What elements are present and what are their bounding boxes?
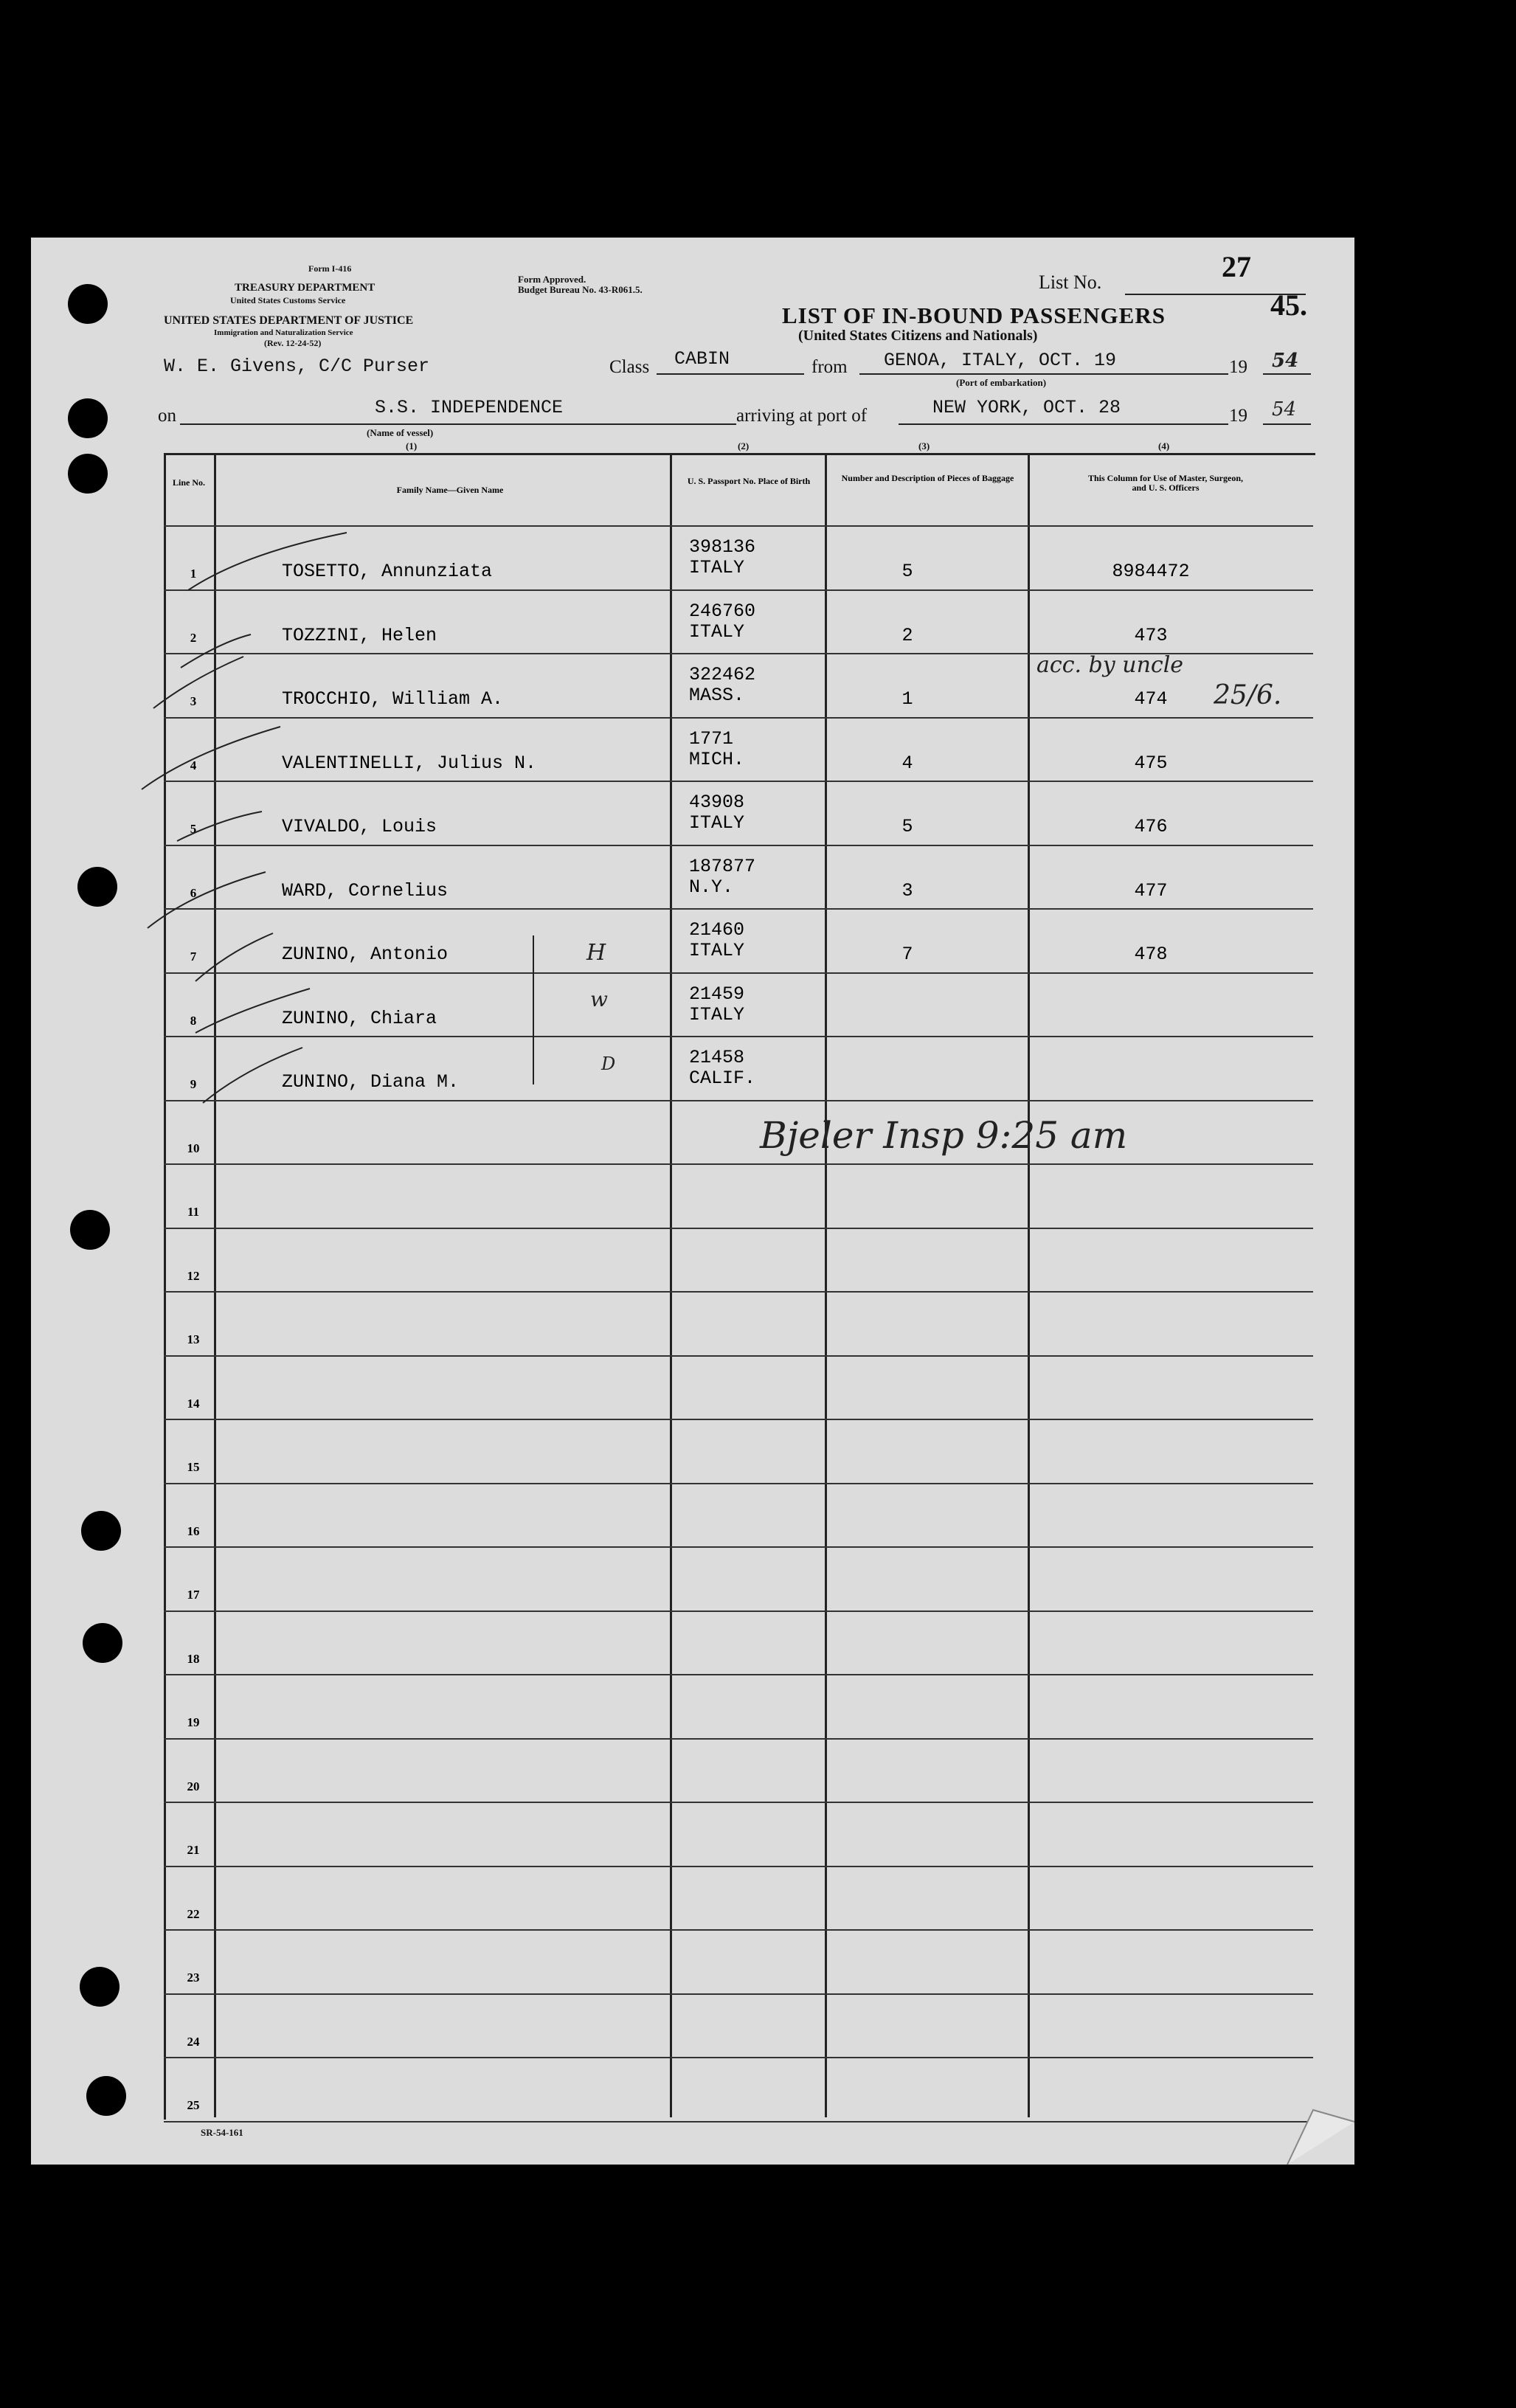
line-number: 8 xyxy=(190,1013,197,1028)
line-number: 5 xyxy=(190,822,197,836)
vessel-label: (Name of vessel) xyxy=(367,427,434,438)
birth-place: ITALY xyxy=(689,812,745,834)
revision-date: (Rev. 12-24-52) xyxy=(264,338,322,348)
col-officers: This Column for Use of Master, Surgeon, and U. S. Officers xyxy=(1087,473,1243,493)
passenger-name: ZUNINO, Antonio xyxy=(282,944,449,965)
port-embark-label: (Port of embarkation) xyxy=(956,377,1047,388)
passport-number: 187877 xyxy=(689,855,756,877)
line-number: 17 xyxy=(187,1588,200,1602)
line-number: 1 xyxy=(190,567,197,581)
year-embark: 54 xyxy=(1272,350,1299,372)
page-number: 45. xyxy=(1270,288,1307,322)
passenger-name: TROCCHIO, William A. xyxy=(282,688,504,710)
passenger-name: ZUNINO, Diana M. xyxy=(282,1071,460,1093)
year-prefix: 19 xyxy=(1229,357,1247,377)
line-number: 11 xyxy=(187,1205,200,1219)
birth-place: ITALY xyxy=(689,1003,745,1025)
handwritten-code: 25/6. xyxy=(1214,680,1282,710)
line-number: 10 xyxy=(187,1141,200,1155)
col-line-no: Line No. xyxy=(172,477,205,488)
line-number: 24 xyxy=(187,2034,200,2049)
page-curl xyxy=(1284,2103,1357,2169)
passport-number: 1771 xyxy=(689,727,734,750)
line-number: 23 xyxy=(187,1971,200,1985)
line-number: 25 xyxy=(187,2098,200,2112)
birth-place: ITALY xyxy=(689,620,745,643)
page-subtitle: (United States Citizens and Nationals) xyxy=(798,328,1038,344)
line-number: 20 xyxy=(187,1779,200,1793)
passport-number: 322462 xyxy=(689,664,756,685)
budget-bureau: Budget Bureau No. 43-R061.5. xyxy=(518,284,643,295)
passport-number: 43908 xyxy=(689,792,745,813)
year-arrival: 54 xyxy=(1272,398,1297,421)
line-number: 16 xyxy=(187,1523,200,1538)
line-number: 19 xyxy=(187,1715,200,1729)
purser: W. E. Givens, C/C Purser xyxy=(164,356,430,377)
passenger-name: ZUNINO, Chiara xyxy=(282,1007,437,1029)
birth-place: N.Y. xyxy=(689,876,734,898)
form-approved: Form Approved. xyxy=(518,274,586,285)
col-baggage: Number and Description of Pieces of Baggage xyxy=(841,473,1014,483)
officer-entry: 474 xyxy=(1134,688,1168,710)
baggage-count: 3 xyxy=(901,879,913,902)
passport-number: 21458 xyxy=(689,1047,745,1068)
officer-entry: 476 xyxy=(1134,816,1168,837)
from-value: GENOA, ITALY, OCT. 19 xyxy=(884,350,1117,371)
year-prefix-2: 19 xyxy=(1229,406,1247,426)
officer-entry: 477 xyxy=(1134,879,1168,902)
from-label: from xyxy=(811,357,848,377)
arriving-value: NEW YORK, OCT. 28 xyxy=(932,397,1121,418)
passport-number: 21459 xyxy=(689,983,745,1005)
officer-entry: 473 xyxy=(1134,624,1168,646)
col3-num: (3) xyxy=(918,440,930,452)
baggage-count: 7 xyxy=(901,944,913,965)
passenger-name: WARD, Cornelius xyxy=(282,879,449,902)
class-value: CABIN xyxy=(674,348,730,370)
birth-place: CALIF. xyxy=(689,1068,756,1089)
col2-num: (2) xyxy=(738,440,750,452)
page-title: LIST OF IN-BOUND PASSENGERS xyxy=(782,302,1166,328)
form-number: Form I-416 xyxy=(308,263,352,274)
birth-place: ITALY xyxy=(689,557,745,578)
arriving-label: arriving at port of xyxy=(736,406,868,426)
baggage-count: 1 xyxy=(901,688,913,710)
line-number: 12 xyxy=(187,1268,200,1283)
officer-entry: 478 xyxy=(1134,944,1168,965)
handwritten-w: w xyxy=(590,987,608,1011)
line-number: 14 xyxy=(187,1396,200,1411)
col4-num: (4) xyxy=(1158,440,1170,452)
officer-entry: 475 xyxy=(1134,752,1168,774)
line-number: 22 xyxy=(187,1906,200,1921)
passenger-name: VALENTINELLI, Julius N. xyxy=(282,752,537,774)
vessel-name: S.S. INDEPENDENCE xyxy=(375,397,564,418)
list-number: 27 xyxy=(1222,250,1251,283)
immigration-service: Immigration and Naturalization Service xyxy=(214,328,353,337)
line-number: 7 xyxy=(190,949,197,963)
footer-code: SR-54-161 xyxy=(201,2127,243,2138)
baggage-count: 2 xyxy=(901,624,913,646)
baggage-count: 4 xyxy=(901,752,913,774)
line-number: 9 xyxy=(190,1077,197,1091)
birth-place: MICH. xyxy=(689,748,745,770)
passport-number: 398136 xyxy=(689,536,756,558)
line-number: 13 xyxy=(187,1332,200,1346)
officer-entry: 8984472 xyxy=(1112,561,1190,582)
passport-number: 246760 xyxy=(689,600,756,622)
handwritten-d: D xyxy=(601,1054,616,1074)
passenger-name: TOZZINI, Helen xyxy=(282,624,437,646)
line-number: 18 xyxy=(187,1651,200,1666)
line-number: 15 xyxy=(187,1460,200,1474)
line-number: 21 xyxy=(187,1843,200,1857)
line-number: 2 xyxy=(190,630,197,645)
col1-num: (1) xyxy=(406,440,418,452)
birth-place: ITALY xyxy=(689,940,745,961)
handwritten-h: H xyxy=(586,940,606,966)
passport-number: 21460 xyxy=(689,919,745,941)
justice-department: UNITED STATES DEPARTMENT OF JUSTICE xyxy=(164,314,414,327)
line-number: 4 xyxy=(190,758,197,772)
baggage-count: 5 xyxy=(901,816,913,837)
class-label: Class xyxy=(609,357,650,377)
line-number: 3 xyxy=(190,694,197,708)
on-label: on xyxy=(158,406,176,426)
handwritten-note-uncle: acc. by uncle xyxy=(1036,652,1184,678)
list-no-label: List No. xyxy=(1039,271,1102,293)
inspector-signature: Bjeler Insp 9:25 am xyxy=(760,1114,1128,1157)
passenger-name: TOSETTO, Annunziata xyxy=(282,561,493,582)
treasury-department: TREASURY DEPARTMENT xyxy=(235,282,375,294)
col-passport: U. S. Passport No. Place of Birth xyxy=(687,476,811,486)
birth-place: MASS. xyxy=(689,685,745,706)
baggage-count: 5 xyxy=(901,561,913,582)
customs-service: United States Customs Service xyxy=(230,295,346,305)
col-name: Family Name—Given Name xyxy=(396,485,504,495)
passenger-name: VIVALDO, Louis xyxy=(282,816,437,837)
line-number: 6 xyxy=(190,885,197,900)
